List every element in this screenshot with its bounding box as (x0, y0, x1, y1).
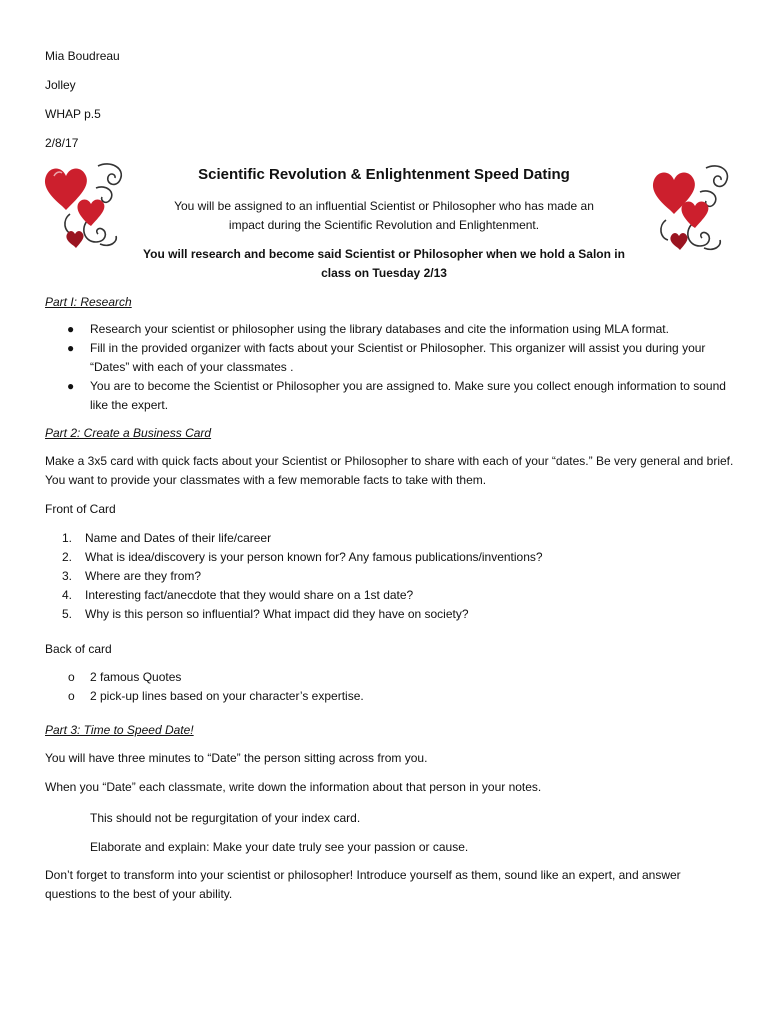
part3-heading: Part 3: Time to Speed Date! (45, 723, 194, 737)
list-item: 1. Name and Dates of their life/career (62, 531, 272, 545)
bullet-icon: ● (67, 379, 75, 393)
back-of-card-label: Back of card (45, 642, 112, 656)
student-name: Mia Boudreau (45, 49, 120, 63)
part3-indent-2: Elaborate and explain: Make your date truly see your passion or cause. (90, 840, 469, 854)
bullet-icon: ● (67, 322, 75, 336)
list-item: 5. Why is this person so influential? What impact did they have on society? (62, 607, 469, 621)
circle-bullet-icon: o (68, 670, 75, 684)
list-item: 3. Where are they from? (62, 569, 202, 583)
intro-line-1: You will be assigned to an influential Scientist or Philosopher who has made an (174, 199, 594, 213)
part1-bullet-list (67, 320, 737, 415)
list-item: ● You are to become the Scientist or Philosopher you are assigned to. Make sure you collect enough information to sound like the expert. (67, 379, 726, 412)
teacher-name: Jolley (45, 78, 76, 92)
circle-bullet-icon: o (68, 689, 75, 703)
intro-bold-line-1: You will research and become said Scientist or Philosopher when we hold a Salon in (143, 247, 625, 261)
part3-closing: Don’t forget to transform into your scientist or philosopher! Introduce yourself as them, sound like an expert, and answer questions to the best of your ability. (45, 868, 681, 901)
part3-paragraph-1: You will have three minutes to “Date” the person sitting across from you. (45, 751, 428, 765)
part3-paragraph-2: When you “Date” each classmate, write down the information about that person in your notes. (45, 780, 542, 794)
front-of-card-label: Front of Card (45, 502, 116, 516)
part2-heading: Part 2: Create a Business Card (45, 426, 212, 440)
part2-instructions: Make a 3x5 card with quick facts about your Scientist or Philosopher to share with each of your “dates.” Be very general and brief. You want to provide your classmates with a few memorable facts to take with them. (45, 454, 734, 487)
part3-indent-1: This should not be regurgitation of your index card. (90, 811, 361, 825)
list-item: 4. Interesting fact/anecdote that they would share on a 1st date? (62, 588, 414, 602)
front-of-card-list (62, 529, 722, 624)
list-item: ● Fill in the provided organizer with facts about your Scientist or Philosopher. This organizer will assist you during your “Dates” with each of your classmates . (67, 341, 706, 374)
bullet-icon: ● (67, 341, 75, 355)
part1-heading: Part I: Research (45, 295, 132, 309)
document-title: Scientific Revolution & Enlightenment Speed Dating (198, 166, 570, 183)
list-item: o 2 pick-up lines based on your character’s expertise. (68, 687, 668, 706)
intro-bold-line-2: class on Tuesday 2/13 (321, 266, 447, 280)
list-item: 2. What is idea/discovery is your person known for? Any famous publications/inventions? (62, 550, 543, 564)
list-item: ● Research your scientist or philosopher using the library databases and cite the information using MLA format. (67, 320, 737, 339)
intro-line-2: impact during the Scientific Revolution and Enlightenment. (228, 218, 540, 232)
list-item: o 2 famous Quotes (68, 668, 668, 687)
class-period: WHAP p.5 (45, 107, 101, 121)
document-date: 2/8/17 (45, 136, 79, 150)
back-of-card-list (68, 668, 668, 706)
